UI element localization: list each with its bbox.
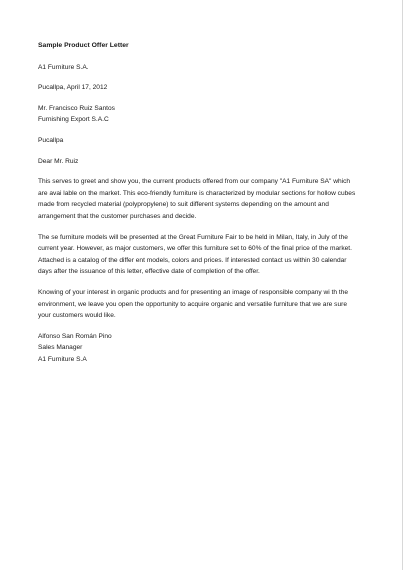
paragraph-line: The se furniture models will be presented at the Great Furniture Fair to be held in Milan, Italy, in July of the xyxy=(38,233,348,241)
letter-title: Sample Product Offer Letter xyxy=(38,42,129,49)
signature-name: Alfonso San Román Pino xyxy=(38,332,112,340)
paragraph-line: This serves to greet and show you, the current products offered from our company "A1 Furniture SA" which xyxy=(38,178,351,186)
paragraph-line: arrangement that the customer purchases and decide. xyxy=(38,212,197,220)
salutation: Dear Mr. Ruiz xyxy=(38,157,79,165)
paragraph-line: are avai lable on the market. This eco-friendly furniture is characterized by modular sections for hollow cubes xyxy=(38,189,356,197)
signature-block xyxy=(38,331,368,366)
paragraph-line: Attached is a catalog of the differ ent models, colors and prices. If interested contact us within 30 calendar xyxy=(38,256,347,264)
paragraph-1 xyxy=(38,176,368,222)
recipient-name: Mr. Francisco Ruiz Santos xyxy=(38,104,115,112)
paragraph-line: environment, we leave you open the opportunity to acquire organic and versatile furniture that we are sure xyxy=(38,300,347,308)
paragraph-2 xyxy=(38,232,368,278)
paragraph-line: your customers would like. xyxy=(38,312,116,320)
paragraph-line: made from recycled material (polypropylene) to suit different systems depending on the amount and xyxy=(38,201,329,209)
recipient-company: Furnishing Export S.A.C xyxy=(38,116,109,124)
signature-company: A1 Furniture S.A xyxy=(38,355,87,363)
letter-body xyxy=(38,40,368,365)
paragraph-line: current year. However, as major customers, we offer this furniture set to 60% of the final price of the market. xyxy=(38,245,352,253)
paragraph-line: Knowing of your interest in organic products and for presenting an image of responsible company wi th the xyxy=(38,288,349,296)
paragraph-3 xyxy=(38,287,368,322)
signature-role: Sales Manager xyxy=(38,344,83,352)
recipient-block xyxy=(38,103,368,126)
sender-company: A1 Furniture S.A. xyxy=(38,63,89,71)
date-line: Pucallpa, April 17, 2012 xyxy=(38,84,108,92)
paragraph-line: days after the issuance of this letter, effective date of completion of the offer. xyxy=(38,268,260,276)
recipient-city: Pucallpa xyxy=(38,136,64,144)
